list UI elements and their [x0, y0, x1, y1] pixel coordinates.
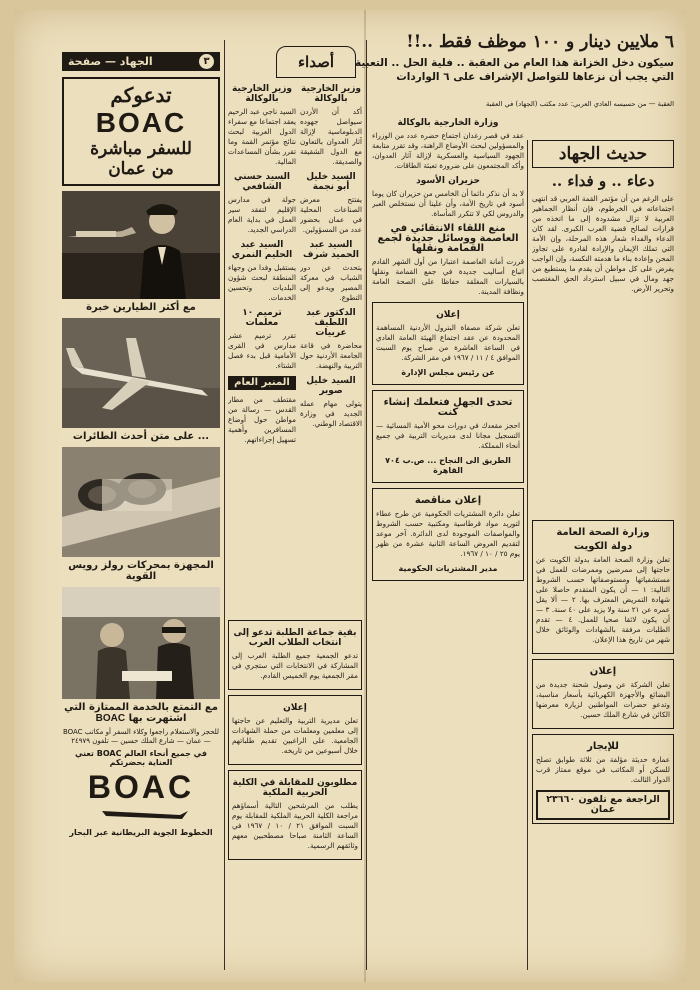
col-a-paragraph-3: يستقبل وفدا من وجهاء المنطقة لبحث شؤون البلديات وتحسين الخدمات.	[228, 263, 296, 302]
column-a	[228, 80, 296, 610]
tender-body: تعلن دائرة المشتريات الحكومية عن طرح عطاء لتوريد مواد قرطاسية ومكتبية حسب الشروط والمواصفات الموجودة لدى الدائرة. آخر موعد لتقديم العروض الساعة الثانية عشرة من ظهر يوم ٢٥ / ١٠ / ١٩٦٧.	[376, 509, 520, 558]
refinery-notice-body: تعلن شركة مصفاة البترول الأردنية المساهمة المحدودة عن عقد اجتماع الهيئة العامة العادي في الساعة العاشرة من صباح يوم السبت الموافق ٤ / ١١ / ١٩٦٧ في مقر الشركة.	[376, 323, 520, 362]
refinery-notice	[372, 302, 524, 385]
caption-service-text: مع التمتع بالخدمة الممتازة التي اشتهرت بها	[64, 701, 218, 724]
hadith-title: حديث الجهاد	[532, 140, 674, 168]
middle-heading-1: وزارة الخارجية بالوكالة	[397, 118, 499, 128]
right-lower-column	[532, 515, 674, 975]
direct-line2: من عمان	[108, 159, 174, 180]
literacy-body: احجز مقعدك في دورات محو الأمية المسائية — التسجيل مجانا لدى مديريات التربية في جميع أنحاء المملكة.	[376, 421, 520, 450]
pilot-illustration	[62, 191, 220, 299]
literacy-ad	[372, 390, 524, 483]
col-a-paragraph-4: تقرر ترميم عشر مدارس في القرى الأمامية قبل بدء فصل الشتاء.	[228, 331, 296, 370]
literacy-title: تحدى الجهل فتعلمك إنشاء كنت	[383, 397, 513, 418]
col-b-heading-5: السيد خليل صوير	[306, 376, 356, 396]
col-a-paragraph-2: جولة في مدارس الإقليم لتفقد سير العمل في بداية العام الدراسي الجديد.	[228, 195, 296, 234]
banner-headline: ٦ ملايين دينار و ١٠٠ موظف فقط ..!!	[406, 32, 674, 52]
military-college-notice	[228, 770, 362, 860]
goods-announcement	[532, 659, 674, 729]
middle-paragraph-1: عقد في قصر رغدان اجتماع حضره عدد من الوزراء والمسؤولين لبحث الأوضاع الراهنة، وقد تقرر متابعة الجهود السياسية والعسكرية لإزالة آثار العدوان، وأكد المجتمعون على ضرورة تعبئة الطاقات.	[372, 131, 524, 170]
boac-tagline: الخطوط الجوية البريطانية عبر البحار	[69, 827, 213, 837]
middle-heading-2: حزيران الأسود	[416, 176, 480, 186]
teachers-announcement-title: إعلان	[283, 703, 307, 713]
invite-text: تدعوكم	[110, 83, 172, 107]
military-college-body: يطلب من المرشحين التالية أسماؤهم مراجعة الكلية الحربية الملكية للمقابلة يوم السبت الموافق ٢١ / ١٠ / ١٩٦٧ في الساعة الثامنة صباحا مصطحبين معهم وثائقهم الرسمية.	[232, 801, 358, 850]
col-b-heading-4: الدكتور عبد اللطيف عربيات	[306, 308, 356, 338]
tender-notice	[372, 488, 524, 581]
teachers-announcement-body: تعلن مديرية التربية والتعليم عن حاجتها إلى معلمين ومعلمات من حملة الشهادات الجامعية. على الراغبين تقديم طلباتهم خلال أسبوعين من تاريخه.	[232, 716, 358, 755]
col-b-paragraph-1: أكد أن الأردن سيواصل جهوده الدبلوماسية لإزالة آثار العدوان بالتعاون مع الدول الشقيقة والصديقة.	[300, 107, 362, 166]
hadith-subtitle: دعاء .. و فداء ..	[551, 172, 655, 190]
kuwait-title-2: دولة الكويت	[573, 541, 633, 552]
caption-engines: المجهزة بمحركات رولز رويس القوية	[68, 559, 214, 582]
col-b-paragraph-3: يتحدث عن دور الشباب في معركة المصير ويدعو إلى التطوع.	[300, 263, 362, 302]
boac-logo: BOAC	[87, 768, 195, 805]
column-rule	[366, 40, 367, 970]
col-b-paragraph-4: محاضرة في قاعة الجامعة الأردنية حول التربية والنهضة.	[300, 341, 362, 370]
col-b-paragraph-5: يتولى مهام عمله الجديد في وزارة الاقتصاد الوطني.	[300, 399, 362, 428]
goods-announcement-title: إعلان	[589, 666, 617, 677]
col-a-heading-3: السيد عبد الحليم النمري	[231, 240, 293, 260]
column-rule	[527, 140, 528, 970]
military-college-title: مطلوبون للمقابلة في الكلية الحربية الملكية	[232, 778, 358, 798]
vc10-aircraft-illustration	[62, 318, 220, 428]
page-number: ٣	[199, 54, 214, 69]
banner-note: العقبة — من حسيسه العادي العربي: عدد مكتب (الجهاد) في العقبة	[485, 100, 674, 108]
hadith-section	[532, 140, 674, 510]
column-masthead: أصداء	[276, 46, 356, 78]
page-header	[62, 52, 220, 71]
boac-brand: BOAC	[95, 107, 187, 138]
middle-paragraph-2: لا بد أن نذكر دائما أن الخامس من حزيران كان يوما أسود في تاريخ الأمة، وأن علينا أن نستخلص العبر والدروس لكي لا تتكرر المأساة.	[372, 189, 524, 218]
caption-aircraft: ... على متن أحدث الطائرات	[72, 430, 210, 442]
kuwait-health-notice	[532, 520, 674, 654]
rent-body: عمارة حديثة مؤلفة من ثلاثة طوابق تصلح للسكن أو المكاتب في موقع ممتاز قرب الدوار الثالث.	[536, 755, 670, 784]
cabin-service-illustration	[62, 587, 220, 699]
literacy-address: الطريق الى النجاح ... ص.ب ٧٠٤ القاهرة	[385, 456, 511, 475]
boac-advertisement	[62, 52, 220, 977]
rent-title: للإيجار	[587, 741, 619, 752]
rolls-royce-engines-illustration	[62, 447, 220, 557]
teachers-announcement	[228, 695, 362, 765]
students-notice	[228, 620, 362, 690]
students-notice-body: تدعو الجمعية جميع الطلبة العرب إلى المشاركة في الانتخابات التي ستجري في مقر الجمعية يوم الخميس القادم.	[232, 651, 358, 680]
col-a-paragraph-5: مقتطف من مطار القدس — رسالة من مواطن حول أوضاع المسافرين وأهمية تسهيل إجراءاتهم.	[228, 395, 296, 444]
students-notice-title: بقية جماعة الطلبة تدعو إلى انتخاب الطلاب العرب	[233, 628, 357, 648]
rent-phone: الراجعة مع تلفون ٢٣٦٦٠ عمان	[536, 790, 670, 820]
column-rule	[224, 40, 225, 970]
banner-subhead: سيكون دخل الخزانة هذا العام من العقبة .. فلية الحل .. التعبية التي يجب أن نزعاها للتواصل الإشراف على ٦ الواردات	[355, 57, 674, 83]
col-b-heading-3: السيد عبد الحميد شرف	[303, 240, 359, 260]
col-b-heading-2: السيد خليل أبو نجمة	[306, 172, 356, 192]
lower-left-notices	[228, 615, 362, 975]
col-a-heading-5: المنبر العام	[228, 376, 296, 390]
pilot-photo	[62, 191, 220, 299]
col-a-heading-1: وزير الخارجية بالوكالة	[231, 84, 293, 104]
caption-service	[62, 702, 220, 724]
kuwait-body: تعلن وزارة الصحة العامة بدولة الكويت عن حاجتها إلى ممرضين وممرضات للعمل في مستشفياتها ومستوصفاتها حسب الشروط التالية: ١ — أن يكون المتقدم حاصلا على شهادة التمريض المعترف بها. ٢ — ألا يقل عمره عن ٢١ سنة ولا يزيد على ٤٠ سنة. ٣ — أن يكون لائقا صحيا للعمل. ٤ — تقدم الطلبات مرفقة بالشهادات والوثائق خلال شهر من تاريخ هذا الإعلان.	[536, 555, 670, 644]
col-b-paragraph-2: يفتتح معرض الصناعات المحلية في عمان بحضور عدد من المسؤولين.	[300, 195, 362, 234]
cabin-service-photo	[62, 587, 220, 699]
middle-heading-3: منع اللقاء الانتقائي في العاصمة ووسائل جديدة لجمع القمامة ونقلها	[377, 223, 519, 254]
middle-column	[372, 114, 524, 974]
direct-line1: للسفر مباشرة	[90, 139, 192, 159]
tender-title: إعلان مناقصة	[414, 495, 482, 506]
col-a-paragraph-1: السيد ناجي عبد الرحيم يعقد اجتماعا مع سفراء الدول العربية لبحث نتائج مؤتمر القمة وما تقرر بشأن المساعدات المالية.	[228, 107, 296, 166]
page-label: الجهاد — صفحة	[68, 55, 153, 68]
boac-invite-box	[62, 77, 220, 186]
tender-sign: مدير المشتريات الحكومية	[398, 564, 498, 573]
boac-footer-text: للحجز والاستعلام راجعوا وكلاء السفر أو مكاتب BOAC — عمان — شارع الملك حسين — تلفون ٢٤٩٧٩	[62, 727, 220, 745]
goods-announcement-body: تعلن الشركة عن وصول شحنة جديدة من البضائع والأجهزة الكهربائية بأسعار مناسبة، وتدعو حضرات المواطنين لزيارة معرضها الكائن في شارع الملك حسين.	[536, 680, 670, 719]
rent-notice	[532, 734, 674, 824]
col-b-heading-1: وزير الخارجية بالوكالة	[300, 84, 362, 104]
kuwait-title-1: وزارة الصحة العامة	[556, 527, 650, 538]
hadith-body: على الرغم من أن مؤتمر القمة العربي قد انتهى اجتماعاته في الخرطوم، فإن أنظار الجماهير العربية لا تزال مشدودة إلى ما اتخذه من قرارات لصالح قضية العرب الكبرى. لقد كان الدعاء والفداء شعار هذه المرحلة، وإن الأمة التي تملك الإيمان والإرادة لقادرة على تجاوز المحن وإعادة بناء ما هدمته النكسة، وإن الواجب يفرض على كل مواطن أن يقدم ما يستطيع من جهد ومال في سبيل استرداد الحق المغتصب وتحرير الأرض.	[532, 194, 674, 293]
refinery-notice-sign: عن رئيس مجلس الإدارة	[401, 368, 495, 377]
caption-pilot: مع أكثر الطيارين خبرة	[86, 301, 196, 313]
middle-paragraph-3: قررت أمانة العاصمة اعتبارا من أول الشهر القادم اتباع أساليب جديدة في جمع القمامة ونقلها بالسيارات المغلقة حفاظا على الصحة العامة ونظافة المدينة.	[372, 257, 524, 296]
column-b	[300, 80, 362, 610]
aircraft-photo	[62, 318, 220, 428]
col-a-heading-2: السيد حسني الشافعي	[233, 172, 291, 192]
engines-photo	[62, 447, 220, 557]
col-a-heading-4: ترميم ١٠ معلمات	[242, 308, 282, 328]
boac-footer-text2: في جميع أنحاء العالم BOAC تعني العناية بحضرتكم	[75, 748, 207, 767]
caption-service-brand: BOAC	[95, 712, 126, 724]
newspaper-page	[14, 10, 686, 982]
refinery-notice-title: إعلان	[436, 310, 460, 320]
speedbird-icon	[62, 809, 220, 821]
